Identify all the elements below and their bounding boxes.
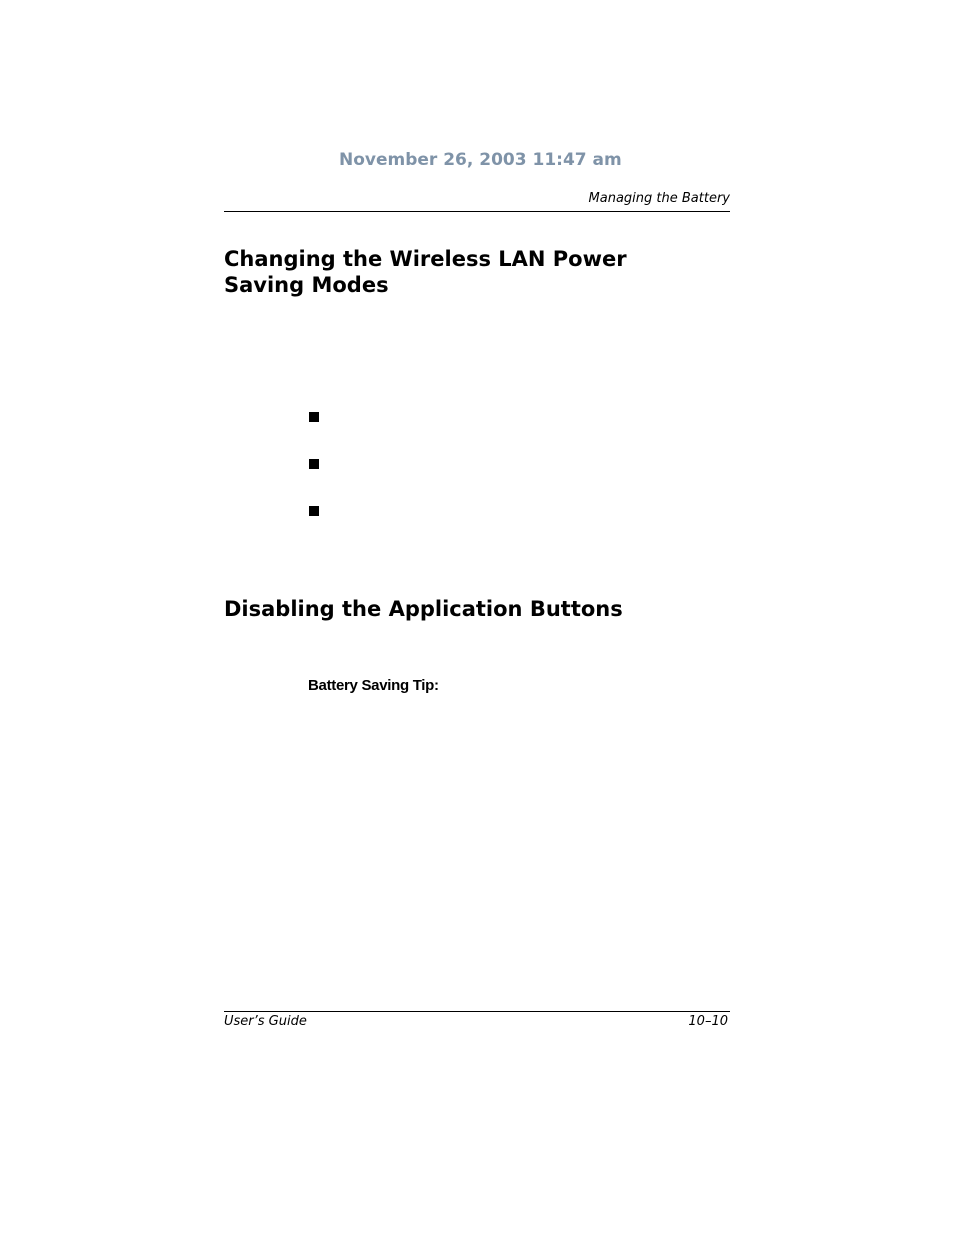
footer-guide-title: User’s Guide — [224, 1014, 307, 1029]
page-number: 10–10 — [688, 1014, 728, 1029]
list-bullet — [309, 412, 319, 422]
list-bullet — [309, 459, 319, 469]
list-bullet — [309, 506, 319, 516]
draft-timestamp: November 26, 2003 11:47 am — [339, 150, 622, 170]
section-heading-application-buttons: Disabling the Application Buttons — [224, 597, 623, 621]
footer-rule — [224, 1011, 730, 1012]
section-heading-wireless-lan: Changing the Wireless LAN Power Saving Modes — [224, 247, 627, 297]
running-header: Managing the Battery — [588, 191, 730, 206]
header-rule — [224, 211, 730, 212]
battery-saving-tip-label: Battery Saving Tip: — [308, 677, 439, 694]
